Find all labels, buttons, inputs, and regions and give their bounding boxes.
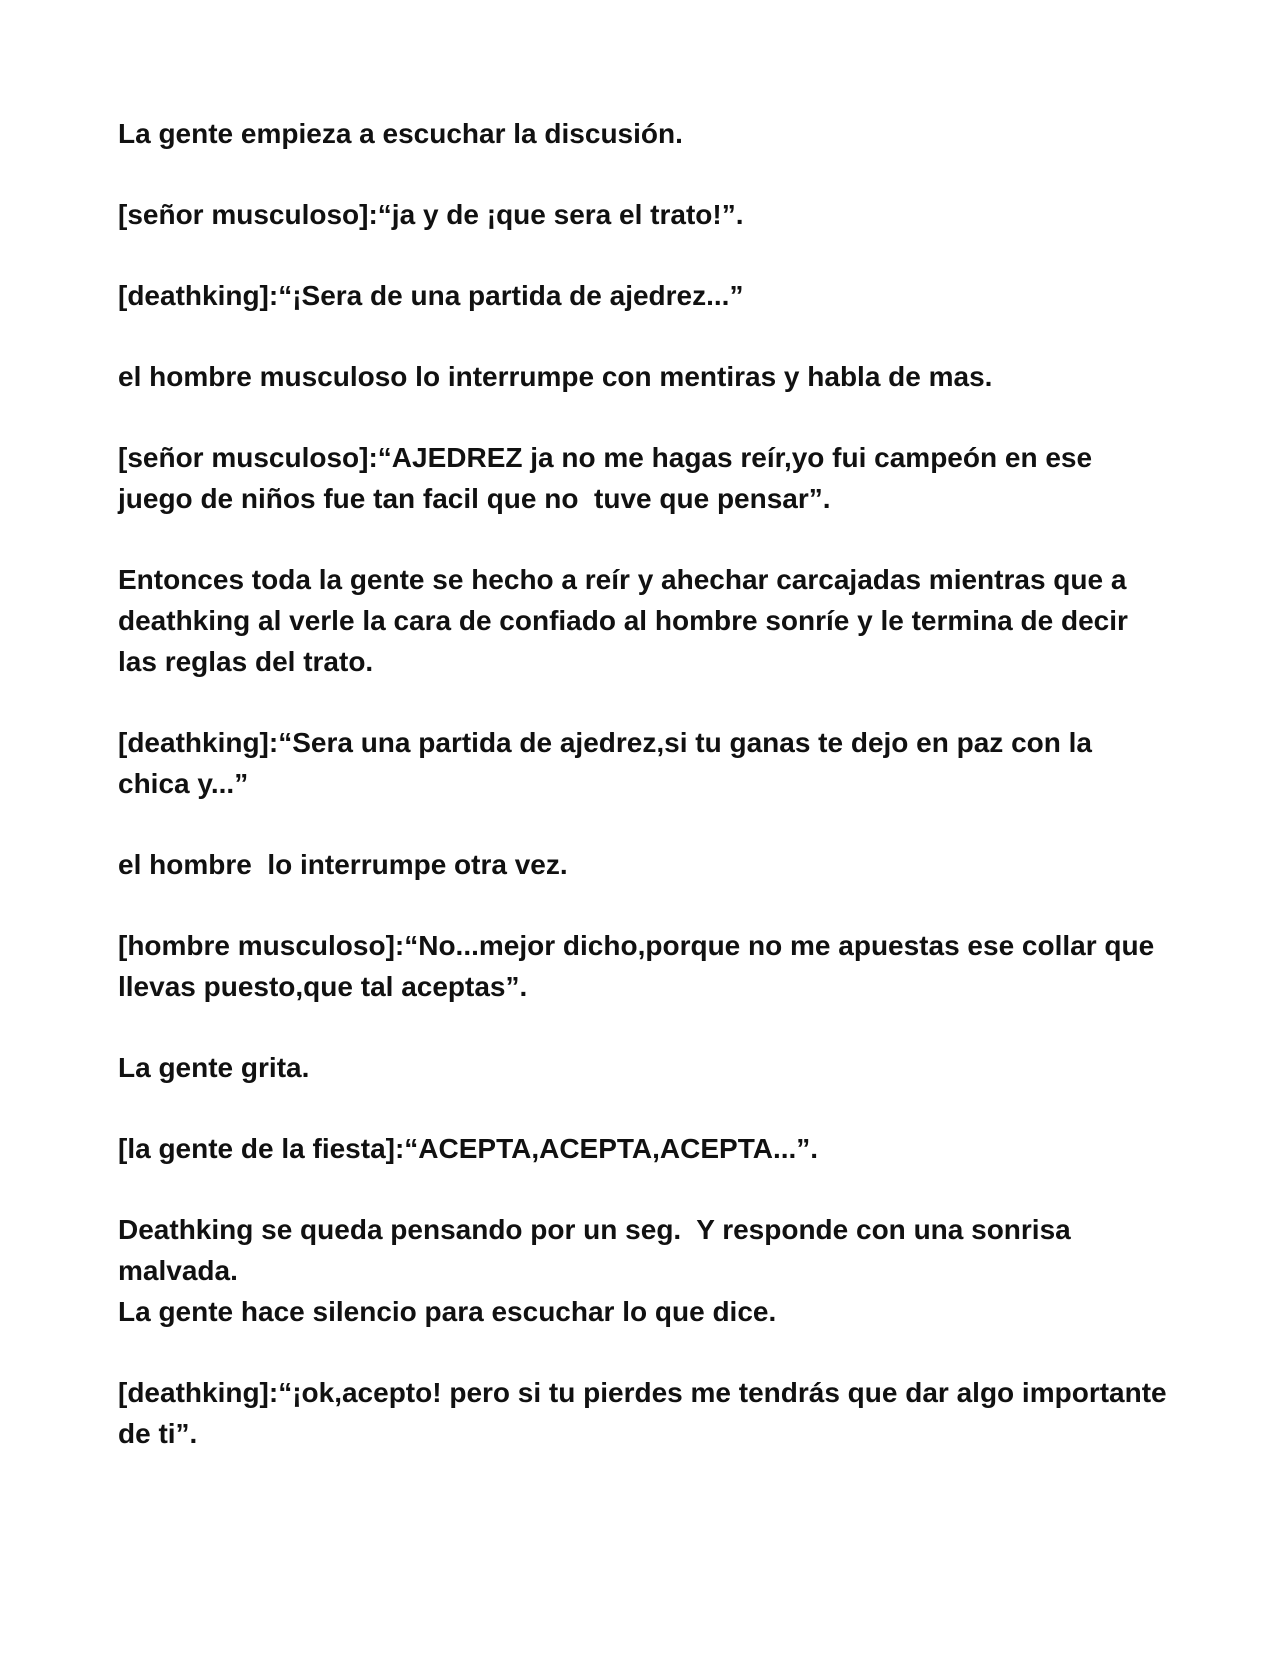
paragraph: La gente empieza a escuchar la discusión. xyxy=(118,118,683,149)
paragraph: el hombre lo interrumpe otra vez. xyxy=(118,849,568,880)
dialogue-line: [señor musculoso]:“ja y de ¡que sera el trato!”. xyxy=(118,199,744,230)
paragraph: Entonces toda la gente se hecho a reír y ahechar carcajadas mientras que a deathking al verle la cara de confiado al hombre sonríe y le termina de decir las reglas del trato. xyxy=(118,564,1136,677)
paragraph: La gente grita. xyxy=(118,1052,310,1083)
dialogue-line: [deathking]:“Sera una partida de ajedrez,si tu ganas te dejo en paz con la chica y...” xyxy=(118,727,1100,799)
dialogue-line: [señor musculoso]:“AJEDREZ ja no me hagas reír,yo fui campeón en ese juego de niños fue tan facil que no tuve que pensar”. xyxy=(118,442,1100,514)
dialogue-line: [deathking]:“¡ok,acepto! pero si tu pierdes me tendrás que dar algo importante de ti”. xyxy=(118,1377,1175,1449)
document-body xyxy=(118,113,1175,1494)
dialogue-line: [la gente de la fiesta]:“ACEPTA,ACEPTA,ACEPTA...”. xyxy=(118,1133,819,1164)
paragraph: La gente hace silencio para escuchar lo que dice. xyxy=(118,1296,777,1327)
paragraph: Deathking se queda pensando por un seg. Y responde con una sonrisa malvada. xyxy=(118,1214,1079,1286)
dialogue-line: [hombre musculoso]:“No...mejor dicho,porque no me apuestas ese collar que llevas puesto,que tal aceptas”. xyxy=(118,930,1162,1002)
dialogue-line: [deathking]:“¡Sera de una partida de ajedrez...” xyxy=(118,280,744,311)
paragraph: el hombre musculoso lo interrumpe con mentiras y habla de mas. xyxy=(118,361,993,392)
